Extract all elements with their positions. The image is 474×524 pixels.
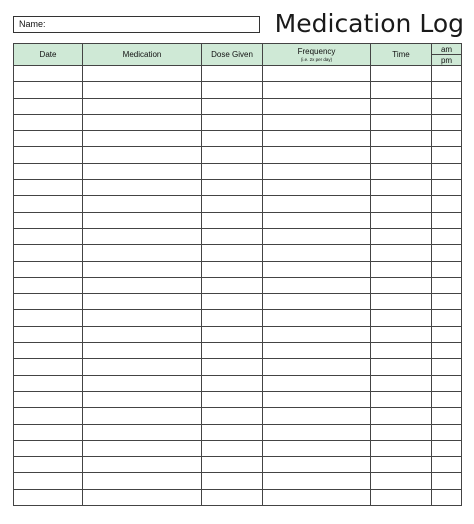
cell-medication[interactable] xyxy=(83,391,202,407)
cell-medication[interactable] xyxy=(83,326,202,342)
cell-am-pm[interactable] xyxy=(432,277,462,293)
cell-medication[interactable] xyxy=(83,131,202,147)
cell-frequency[interactable] xyxy=(263,457,371,473)
cell-am-pm[interactable] xyxy=(432,196,462,212)
col-header-pm: pm xyxy=(432,55,462,66)
cell-am-pm[interactable] xyxy=(432,391,462,407)
cell-am-pm[interactable] xyxy=(432,66,462,82)
cell-frequency[interactable] xyxy=(263,261,371,277)
cell-dose-given[interactable] xyxy=(202,375,263,391)
cell-frequency[interactable] xyxy=(263,114,371,130)
table-row xyxy=(14,294,462,310)
cell-date[interactable] xyxy=(14,212,83,228)
cell-date[interactable] xyxy=(14,408,83,424)
cell-dose-given[interactable] xyxy=(202,294,263,310)
cell-date[interactable] xyxy=(14,375,83,391)
col-header-dose-given: Dose Given xyxy=(202,44,263,66)
cell-medication[interactable] xyxy=(83,245,202,261)
table-row xyxy=(14,408,462,424)
cell-frequency[interactable] xyxy=(263,310,371,326)
cell-frequency[interactable] xyxy=(263,245,371,261)
cell-date[interactable] xyxy=(14,310,83,326)
cell-medication[interactable] xyxy=(83,489,202,505)
table-row xyxy=(14,180,462,196)
table-row xyxy=(14,326,462,342)
cell-dose-given[interactable] xyxy=(202,212,263,228)
cell-dose-given[interactable] xyxy=(202,408,263,424)
log-body xyxy=(14,66,462,506)
page-title: Medication Log xyxy=(274,9,464,38)
cell-date[interactable] xyxy=(14,326,83,342)
cell-am-pm[interactable] xyxy=(432,228,462,244)
cell-medication[interactable] xyxy=(83,277,202,293)
cell-dose-given[interactable] xyxy=(202,343,263,359)
cell-medication[interactable] xyxy=(83,114,202,130)
cell-dose-given[interactable] xyxy=(202,163,263,179)
cell-time[interactable] xyxy=(371,326,432,342)
cell-time[interactable] xyxy=(371,82,432,98)
cell-frequency[interactable] xyxy=(263,212,371,228)
cell-date[interactable] xyxy=(14,359,83,375)
cell-date[interactable] xyxy=(14,424,83,440)
cell-dose-given[interactable] xyxy=(202,196,263,212)
cell-date[interactable] xyxy=(14,343,83,359)
frequency-note: (i.e. 2x per day) xyxy=(300,56,333,62)
cell-am-pm[interactable] xyxy=(432,294,462,310)
cell-frequency[interactable] xyxy=(263,277,371,293)
col-header-time: Time xyxy=(371,44,432,66)
cell-medication[interactable] xyxy=(83,359,202,375)
cell-date[interactable] xyxy=(14,294,83,310)
cell-time[interactable] xyxy=(371,228,432,244)
cell-am-pm[interactable] xyxy=(432,457,462,473)
cell-time[interactable] xyxy=(371,489,432,505)
table-row xyxy=(14,212,462,228)
cell-time[interactable] xyxy=(371,473,432,489)
cell-time[interactable] xyxy=(371,66,432,82)
cell-date[interactable] xyxy=(14,180,83,196)
cell-dose-given[interactable] xyxy=(202,245,263,261)
cell-medication[interactable] xyxy=(83,310,202,326)
cell-frequency[interactable] xyxy=(263,375,371,391)
cell-frequency[interactable] xyxy=(263,196,371,212)
col-header-date: Date xyxy=(14,44,83,66)
cell-medication[interactable] xyxy=(83,424,202,440)
cell-date[interactable] xyxy=(14,82,83,98)
cell-dose-given[interactable] xyxy=(202,228,263,244)
cell-time[interactable] xyxy=(371,277,432,293)
cell-time[interactable] xyxy=(371,310,432,326)
table-row xyxy=(14,261,462,277)
cell-dose-given[interactable] xyxy=(202,131,263,147)
col-header-medication: Medication xyxy=(83,44,202,66)
cell-am-pm[interactable] xyxy=(432,310,462,326)
table-row xyxy=(14,228,462,244)
cell-medication[interactable] xyxy=(83,180,202,196)
cell-date[interactable] xyxy=(14,391,83,407)
cell-date[interactable] xyxy=(14,228,83,244)
cell-time[interactable] xyxy=(371,375,432,391)
cell-frequency[interactable] xyxy=(263,391,371,407)
cell-date[interactable] xyxy=(14,66,83,82)
frequency-label: Frequency xyxy=(297,46,336,56)
cell-am-pm[interactable] xyxy=(432,82,462,98)
cell-frequency[interactable] xyxy=(263,489,371,505)
cell-date[interactable] xyxy=(14,114,83,130)
cell-am-pm[interactable] xyxy=(432,343,462,359)
cell-date[interactable] xyxy=(14,131,83,147)
cell-medication[interactable] xyxy=(83,457,202,473)
cell-date[interactable] xyxy=(14,261,83,277)
cell-frequency[interactable] xyxy=(263,147,371,163)
cell-frequency[interactable] xyxy=(263,343,371,359)
cell-date[interactable] xyxy=(14,163,83,179)
cell-am-pm[interactable] xyxy=(432,147,462,163)
cell-frequency[interactable] xyxy=(263,473,371,489)
cell-medication[interactable] xyxy=(83,294,202,310)
table-row xyxy=(14,457,462,473)
cell-medication[interactable] xyxy=(83,196,202,212)
cell-time[interactable] xyxy=(371,343,432,359)
cell-time[interactable] xyxy=(371,408,432,424)
cell-dose-given[interactable] xyxy=(202,310,263,326)
cell-frequency[interactable] xyxy=(263,408,371,424)
cell-am-pm[interactable] xyxy=(432,212,462,228)
cell-time[interactable] xyxy=(371,114,432,130)
cell-am-pm[interactable] xyxy=(432,408,462,424)
cell-medication[interactable] xyxy=(83,440,202,456)
cell-date[interactable] xyxy=(14,473,83,489)
table-row xyxy=(14,66,462,82)
cell-time[interactable] xyxy=(371,391,432,407)
cell-medication[interactable] xyxy=(83,375,202,391)
cell-medication[interactable] xyxy=(83,473,202,489)
medication-log-table xyxy=(13,43,462,506)
table-row xyxy=(14,391,462,407)
table-row xyxy=(14,196,462,212)
cell-am-pm[interactable] xyxy=(432,180,462,196)
cell-am-pm[interactable] xyxy=(432,131,462,147)
cell-time[interactable] xyxy=(371,424,432,440)
cell-dose-given[interactable] xyxy=(202,82,263,98)
cell-date[interactable] xyxy=(14,489,83,505)
cell-dose-given[interactable] xyxy=(202,277,263,293)
cell-medication[interactable] xyxy=(83,163,202,179)
cell-frequency[interactable] xyxy=(263,131,371,147)
cell-frequency[interactable] xyxy=(263,180,371,196)
cell-time[interactable] xyxy=(371,147,432,163)
cell-frequency[interactable] xyxy=(263,98,371,114)
cell-dose-given[interactable] xyxy=(202,440,263,456)
table-row xyxy=(14,114,462,130)
cell-medication[interactable] xyxy=(83,98,202,114)
cell-am-pm[interactable] xyxy=(432,114,462,130)
cell-frequency[interactable] xyxy=(263,294,371,310)
cell-dose-given[interactable] xyxy=(202,147,263,163)
cell-frequency[interactable] xyxy=(263,66,371,82)
cell-am-pm[interactable] xyxy=(432,440,462,456)
cell-am-pm[interactable] xyxy=(432,261,462,277)
table-row xyxy=(14,440,462,456)
table-row xyxy=(14,489,462,505)
cell-frequency[interactable] xyxy=(263,82,371,98)
cell-date[interactable] xyxy=(14,147,83,163)
cell-time[interactable] xyxy=(371,212,432,228)
table-row xyxy=(14,163,462,179)
cell-medication[interactable] xyxy=(83,408,202,424)
cell-time[interactable] xyxy=(371,163,432,179)
cell-am-pm[interactable] xyxy=(432,359,462,375)
table-row xyxy=(14,147,462,163)
table-row xyxy=(14,98,462,114)
col-header-frequency xyxy=(263,44,371,66)
cell-frequency[interactable] xyxy=(263,424,371,440)
name-label: Name: xyxy=(19,19,46,29)
cell-dose-given[interactable] xyxy=(202,489,263,505)
cell-dose-given[interactable] xyxy=(202,391,263,407)
cell-date[interactable] xyxy=(14,440,83,456)
cell-date[interactable] xyxy=(14,457,83,473)
table-row xyxy=(14,245,462,261)
table-row xyxy=(14,277,462,293)
table-row xyxy=(14,343,462,359)
cell-time[interactable] xyxy=(371,180,432,196)
cell-time[interactable] xyxy=(371,440,432,456)
cell-time[interactable] xyxy=(371,196,432,212)
cell-time[interactable] xyxy=(371,131,432,147)
cell-dose-given[interactable] xyxy=(202,326,263,342)
cell-dose-given[interactable] xyxy=(202,457,263,473)
cell-am-pm[interactable] xyxy=(432,326,462,342)
cell-time[interactable] xyxy=(371,457,432,473)
cell-frequency[interactable] xyxy=(263,228,371,244)
cell-time[interactable] xyxy=(371,294,432,310)
cell-medication[interactable] xyxy=(83,66,202,82)
cell-time[interactable] xyxy=(371,261,432,277)
cell-dose-given[interactable] xyxy=(202,261,263,277)
name-field[interactable] xyxy=(13,16,260,33)
cell-date[interactable] xyxy=(14,245,83,261)
table-row xyxy=(14,359,462,375)
table-row xyxy=(14,424,462,440)
cell-dose-given[interactable] xyxy=(202,180,263,196)
cell-frequency[interactable] xyxy=(263,359,371,375)
cell-frequency[interactable] xyxy=(263,326,371,342)
col-header-am: am xyxy=(432,44,462,55)
cell-medication[interactable] xyxy=(83,147,202,163)
cell-dose-given[interactable] xyxy=(202,98,263,114)
cell-dose-given[interactable] xyxy=(202,424,263,440)
table-row xyxy=(14,82,462,98)
cell-am-pm[interactable] xyxy=(432,163,462,179)
table-row xyxy=(14,131,462,147)
cell-time[interactable] xyxy=(371,98,432,114)
cell-am-pm[interactable] xyxy=(432,245,462,261)
cell-time[interactable] xyxy=(371,245,432,261)
table-row xyxy=(14,310,462,326)
cell-dose-given[interactable] xyxy=(202,473,263,489)
cell-dose-given[interactable] xyxy=(202,66,263,82)
cell-date[interactable] xyxy=(14,277,83,293)
cell-medication[interactable] xyxy=(83,212,202,228)
table-row xyxy=(14,473,462,489)
cell-date[interactable] xyxy=(14,98,83,114)
cell-am-pm[interactable] xyxy=(432,473,462,489)
cell-time[interactable] xyxy=(371,359,432,375)
cell-medication[interactable] xyxy=(83,343,202,359)
cell-am-pm[interactable] xyxy=(432,424,462,440)
cell-date[interactable] xyxy=(14,196,83,212)
cell-medication[interactable] xyxy=(83,261,202,277)
cell-am-pm[interactable] xyxy=(432,98,462,114)
cell-medication[interactable] xyxy=(83,82,202,98)
cell-am-pm[interactable] xyxy=(432,489,462,505)
cell-frequency[interactable] xyxy=(263,440,371,456)
cell-am-pm[interactable] xyxy=(432,375,462,391)
table-row xyxy=(14,375,462,391)
cell-frequency[interactable] xyxy=(263,163,371,179)
cell-medication[interactable] xyxy=(83,228,202,244)
cell-dose-given[interactable] xyxy=(202,114,263,130)
cell-dose-given[interactable] xyxy=(202,359,263,375)
